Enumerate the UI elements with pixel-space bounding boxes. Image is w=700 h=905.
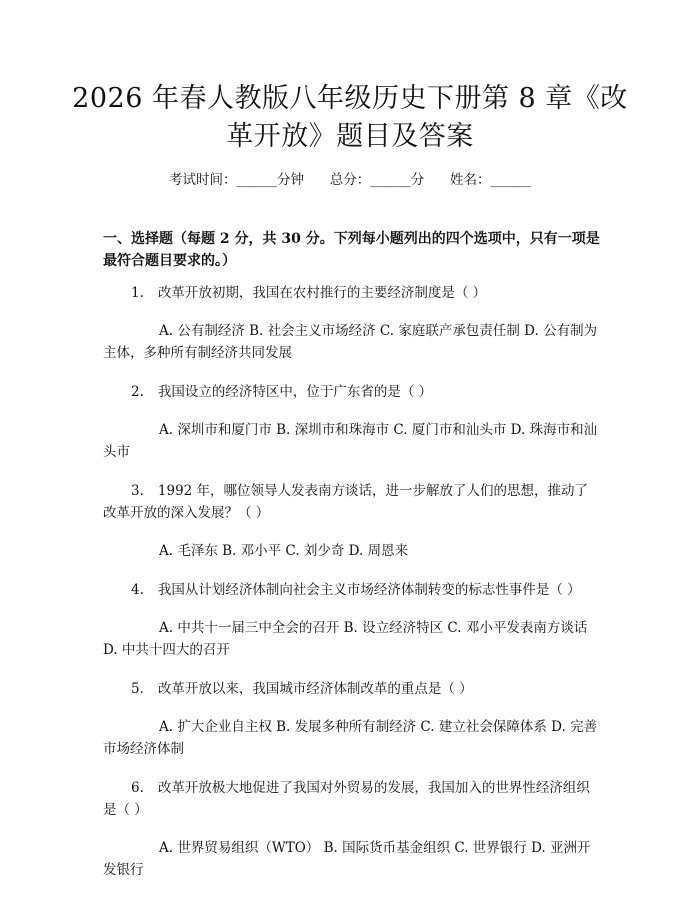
exam-info-line: 考试时间：______分钟 总分：______分 姓名：______ <box>169 172 531 188</box>
question-options: A. 中共十一届三中全会的召开 B. 设立经济特区 C. 邓小平发表南方谈话 D. 中共十四大的召开 <box>103 620 588 658</box>
question-number: 4. <box>131 582 144 598</box>
question-item <box>103 282 600 364</box>
section-heading: 一、选择题（每题 2 分，共 30 分。下列每小题列出的四个选项中，只有一项是最符合题目要求的。） <box>103 231 600 269</box>
question-stem: 1992 年，哪位领导人发表南方谈话，进一步解放了人们的思想，推动了改革开放的深入发展？（ ） <box>103 483 589 521</box>
question-options: A. 深圳市和厦门市 B. 深圳市和珠海市 C. 厦门市和汕头市 D. 珠海市和汕头市 <box>103 422 598 460</box>
question-stem: 改革开放以来，我国城市经济体制改革的重点是（ ） <box>157 681 473 697</box>
question-item <box>103 480 600 562</box>
question-options: A. 扩大企业自主权 B. 发展多种所有制经济 C. 建立社会保障体系 D. 完善市场经济体制 <box>103 719 598 757</box>
question-item <box>103 678 600 760</box>
question-number: 5. <box>131 681 144 697</box>
question-list <box>103 282 600 898</box>
question-stem: 改革开放极大地促进了我国对外贸易的发展，我国加入的世界性经济组织是（ ） <box>103 780 590 818</box>
question-item <box>103 381 600 463</box>
question-number: 6. <box>131 780 144 796</box>
question-number: 1. <box>131 285 144 301</box>
question-options: A. 世界贸易组织（WTO） B. 国际货币基金组织 C. 世界银行 D. 亚洲开发银行 <box>103 840 591 878</box>
question-stem: 我国从计划经济体制向社会主义市场经济体制转变的标志性事件是（ ） <box>157 582 581 598</box>
question-options: A. 公有制经济 B. 社会主义市场经济 C. 家庭联产承包责任制 D. 公有制为主体，多种所有制经济共同发展 <box>103 323 598 361</box>
question-stem: 我国设立的经济特区中，位于广东省的是（ ） <box>157 384 433 400</box>
question-stem: 改革开放初期，我国在农村推行的主要经济制度是（ ） <box>157 285 487 301</box>
question-number: 3. <box>131 483 144 499</box>
question-item <box>103 777 600 881</box>
document-title: 2026 年春人教版八年级历史下册第 8 章《改革开放》题目及答案 <box>72 83 628 152</box>
question-item <box>103 579 600 661</box>
question-options: A. 毛泽东 B. 邓小平 C. 刘少奇 D. 周恩来 <box>159 543 409 559</box>
question-number: 2. <box>131 384 144 400</box>
